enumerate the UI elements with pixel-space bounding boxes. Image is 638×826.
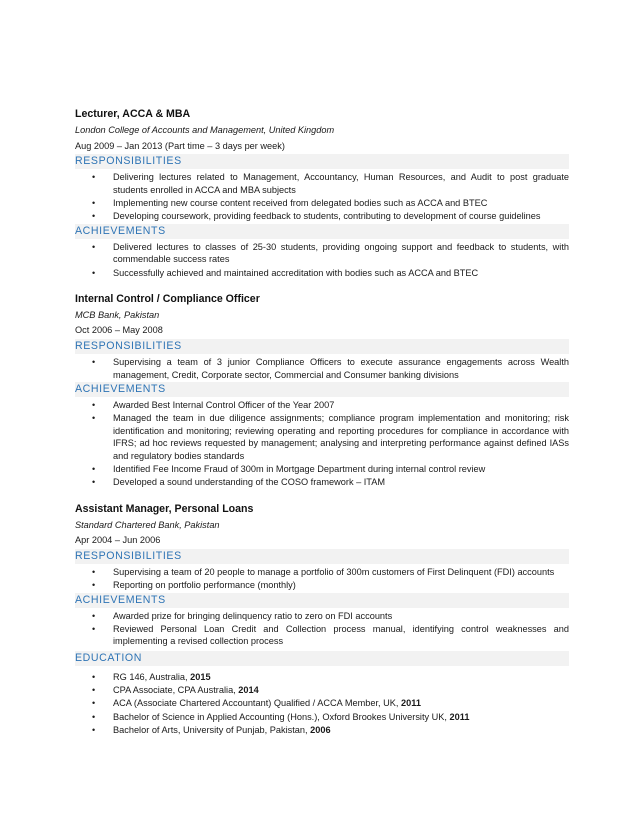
list-item: • Reporting on portfolio performance (monthly) bbox=[92, 580, 296, 590]
list-item: • Supervising a team of 20 people to manage a portfolio of 300m customers of First Delinquent (FDI) accounts bbox=[92, 566, 555, 577]
bullet-icon: • bbox=[92, 477, 96, 488]
achievements-heading: ACHIEVEMENTS bbox=[75, 593, 569, 608]
bullet-icon: • bbox=[92, 580, 96, 590]
list-item: • Awarded Best Internal Control Officer of the Year 2007 bbox=[92, 400, 335, 411]
bullet-icon: • bbox=[92, 400, 96, 411]
bullet-icon: • bbox=[92, 464, 96, 475]
list-item: • ACA (Associate Chartered Accountant) Qualified / ACCA Member, UK, 2011 bbox=[92, 698, 421, 709]
bullet-icon: • bbox=[92, 356, 96, 367]
list-item: • Developed a sound understanding of the COSO framework – ITAM bbox=[92, 477, 386, 488]
responsibilities-heading: RESPONSIBILITIES bbox=[75, 549, 569, 564]
list-item: • CPA Associate, CPA Australia, 2014 bbox=[92, 685, 259, 696]
achievements-heading: ACHIEVEMENTS bbox=[75, 382, 569, 397]
job-title: Assistant Manager, Personal Loans bbox=[75, 502, 254, 515]
bullet-icon: • bbox=[92, 724, 96, 735]
list-item: • RG 146, Australia, 2015 bbox=[92, 671, 211, 682]
list-item: • Bachelor of Arts, University of Punjab, Pakistan, 2006 bbox=[92, 724, 331, 735]
bullet-icon: • bbox=[92, 711, 96, 722]
achievements-list bbox=[75, 610, 569, 648]
job-entry-assistant-manager bbox=[75, 502, 569, 648]
responsibilities-list bbox=[75, 356, 569, 381]
bullet-icon: • bbox=[92, 211, 96, 222]
bullet-icon: • bbox=[92, 610, 96, 621]
job-entry-lecturer bbox=[75, 107, 569, 279]
list-item: • Developing coursework, providing feedback to students, contributing to development of course guidelines bbox=[92, 211, 541, 222]
achievements-list bbox=[75, 241, 569, 279]
job-dates: Apr 2004 – Jun 2006 bbox=[75, 535, 161, 546]
list-item: • Managed the team in due diligence assignments; compliance program implementation and monitoring; risk identification and monitoring; reviewing operating and reporting procedures for compliance in accordance with IFRS; ad hoc reviews requested by management; analysing and interpreting performance against defined IASs and regulatory bodies standards bbox=[92, 413, 569, 462]
bullet-icon: • bbox=[92, 623, 96, 634]
list-item: • Delivering lectures related to Management, Accountancy, Human Resources, and Audit to post graduate students enrolled in ACCA and MBA subjects bbox=[92, 172, 569, 195]
responsibilities-list bbox=[75, 171, 569, 223]
bullet-icon: • bbox=[92, 698, 96, 709]
bullet-icon: • bbox=[92, 267, 96, 278]
achievements-heading: ACHIEVEMENTS bbox=[75, 224, 569, 239]
responsibilities-heading: RESPONSIBILITIES bbox=[75, 339, 569, 354]
bullet-icon: • bbox=[92, 671, 96, 682]
bullet-icon: • bbox=[92, 413, 96, 424]
job-entry-compliance-officer bbox=[75, 292, 569, 489]
list-item: • Implementing new course content received from delegated bodies such as ACCA and BTEC bbox=[92, 197, 488, 208]
list-item: • Awarded prize for bringing delinquency ratio to zero on FDI accounts bbox=[92, 610, 393, 621]
education-list bbox=[75, 671, 569, 736]
resume-content bbox=[75, 107, 569, 737]
bullet-icon: • bbox=[92, 197, 96, 208]
list-item: • Reviewed Personal Loan Credit and Collection process manual, identifying control weaknesses and implementing a revised collection process bbox=[92, 623, 569, 647]
list-item: • Delivered lectures to classes of 25-30 students, providing ongoing support and feedback to students, with commendable success rates bbox=[92, 241, 569, 265]
job-dates: Oct 2006 – May 2008 bbox=[75, 325, 163, 336]
job-title: Lecturer, ACCA & MBA bbox=[75, 108, 191, 120]
bullet-icon: • bbox=[92, 241, 96, 252]
job-company: MCB Bank, Pakistan bbox=[75, 309, 160, 320]
education-heading: EDUCATION bbox=[75, 651, 569, 666]
bullet-icon: • bbox=[92, 566, 96, 577]
list-item: • Supervising a team of 3 junior Compliance Officers to execute assurance engagements across Wealth management, Credit, Corporate sector, Commercial and Consumer banking divisions bbox=[92, 356, 569, 380]
job-dates: Aug 2009 – Jan 2013 (Part time – 3 days per week) bbox=[75, 140, 285, 151]
job-title: Internal Control / Compliance Officer bbox=[75, 292, 260, 305]
list-item: • Identified Fee Income Fraud of 300m in Mortgage Department during internal control review bbox=[92, 464, 486, 475]
achievements-list bbox=[75, 399, 569, 489]
bullet-icon: • bbox=[92, 685, 96, 696]
job-company: Standard Chartered Bank, Pakistan bbox=[75, 519, 220, 530]
job-company: London College of Accounts and Management, United Kingdom bbox=[75, 125, 335, 135]
responsibilities-heading: RESPONSIBILITIES bbox=[75, 154, 569, 169]
list-item: • Bachelor of Science in Applied Accounting (Hons.), Oxford Brookes University UK, 2011 bbox=[92, 711, 470, 722]
bullet-icon: • bbox=[92, 172, 96, 183]
list-item: • Successfully achieved and maintained accreditation with bodies such as ACCA and BTEC bbox=[92, 267, 479, 278]
responsibilities-list bbox=[75, 566, 569, 592]
